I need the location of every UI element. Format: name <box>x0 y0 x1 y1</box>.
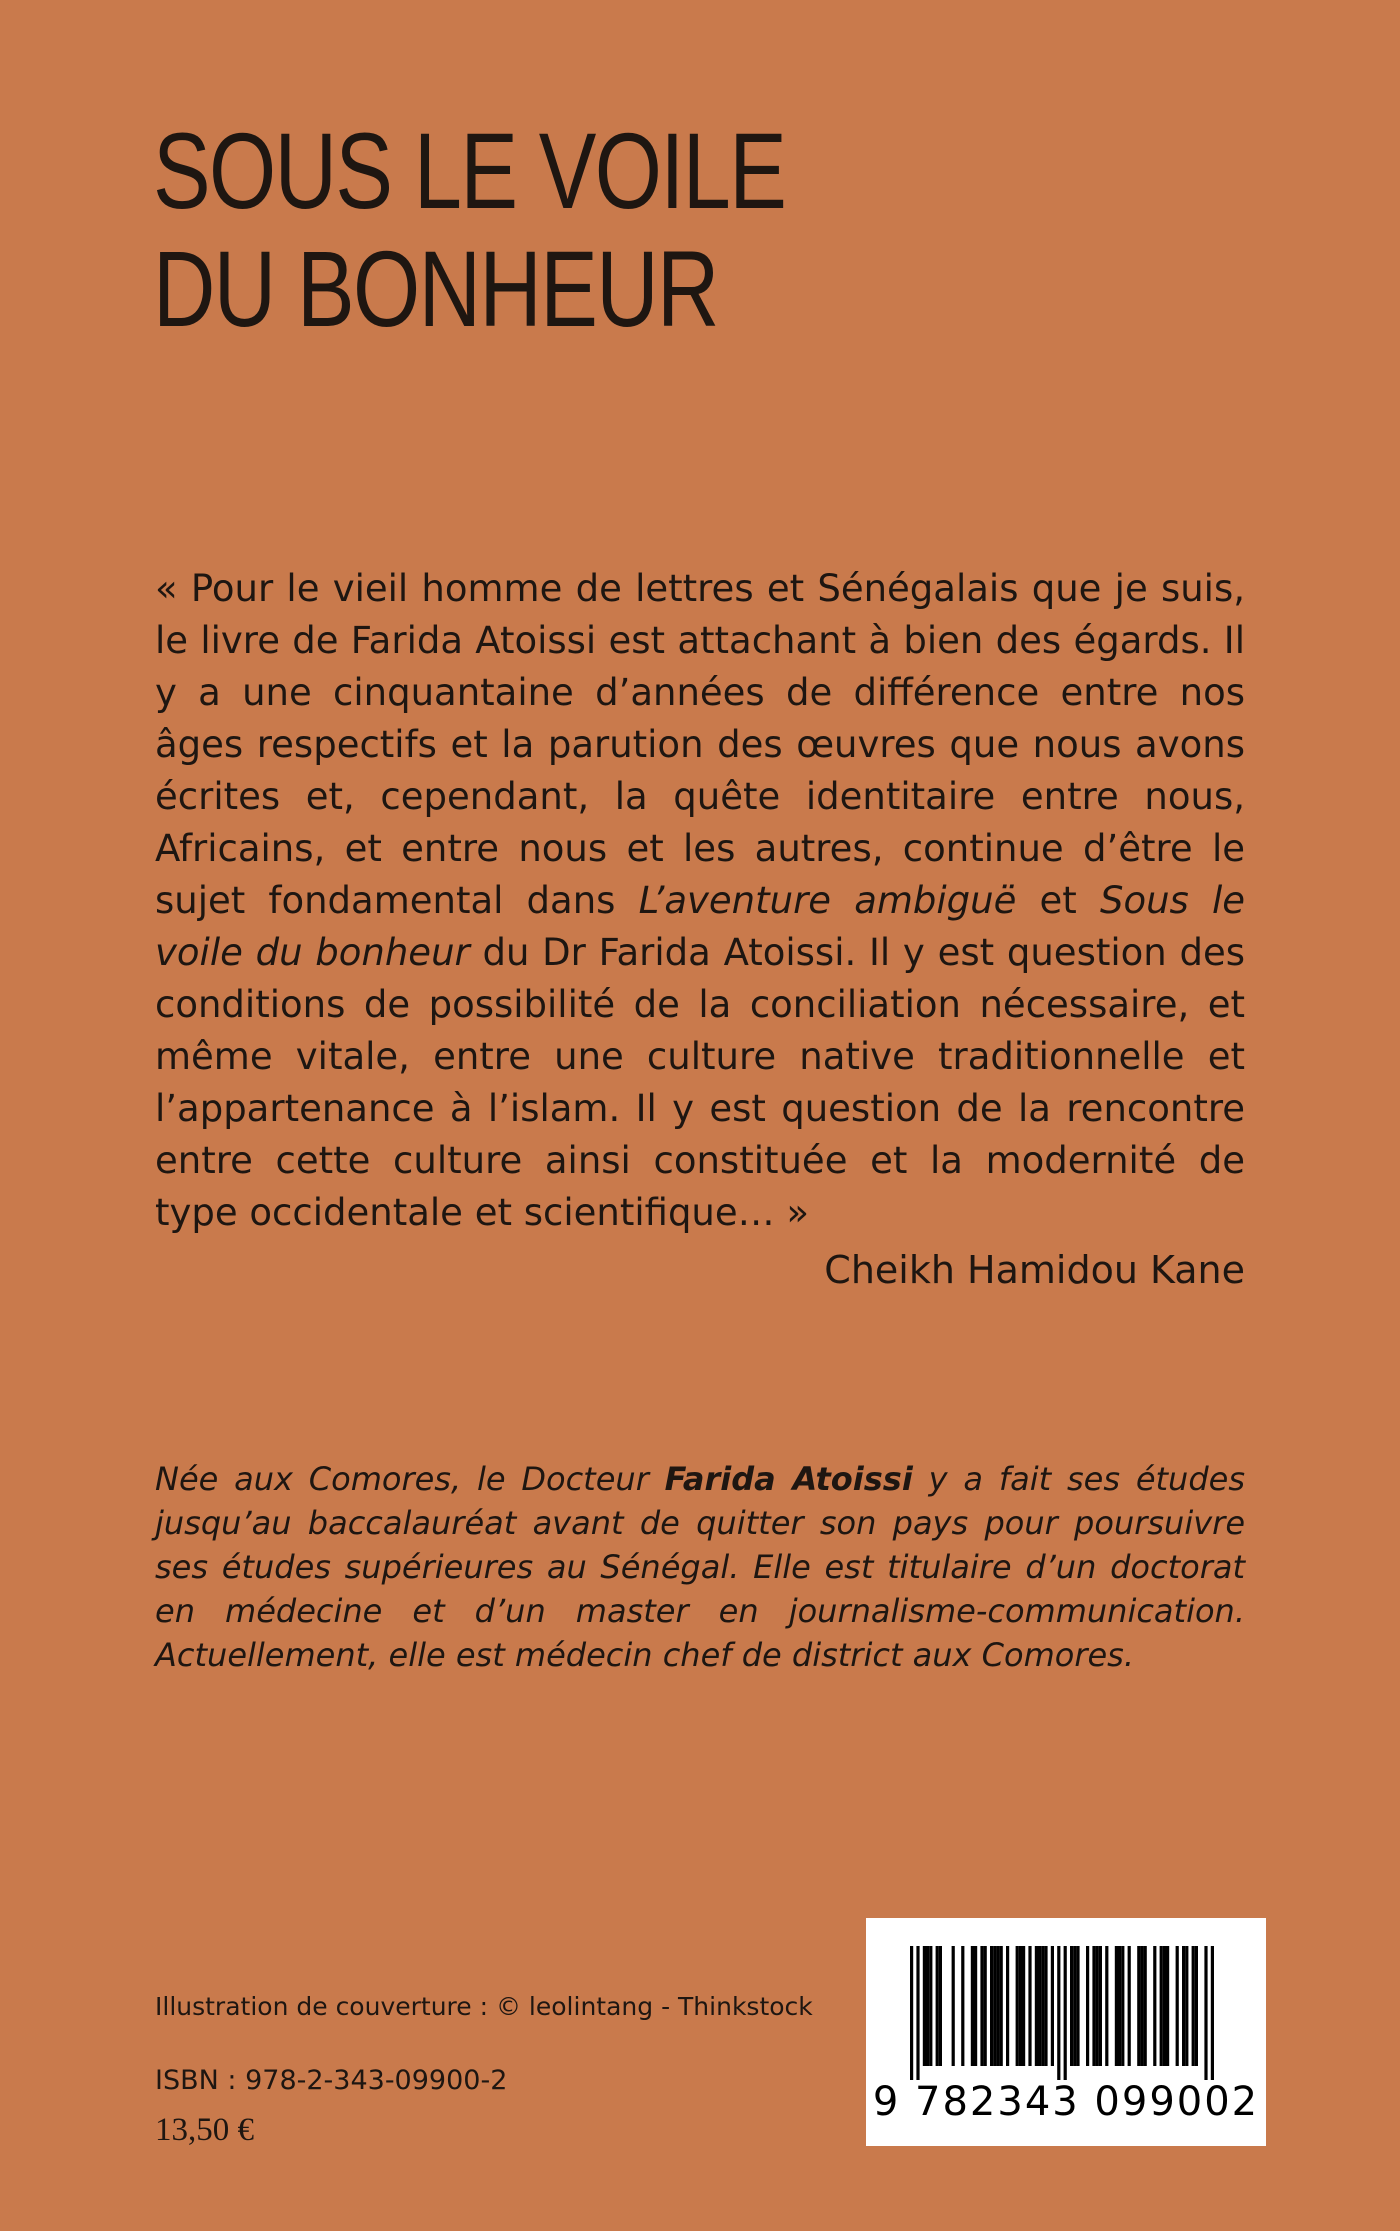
barcode-bar <box>984 1946 987 2066</box>
quote-attribution: Cheikh Hamidou Kane <box>824 1248 1245 1292</box>
barcode-bar <box>926 1946 929 2066</box>
barcode-bar <box>1195 1946 1198 2066</box>
bio-author-name: Farida Atoissi <box>664 1460 913 1498</box>
barcode-bar <box>1144 1946 1147 2066</box>
barcode-bar <box>1038 1946 1041 2066</box>
quote-text-3: du Dr Farida Atoissi. Il y est question des conditions de possibilité de la conciliation nécessaire, et même vitale, entre une culture native traditionnelle et l’appartenance à l’islam. Il y est question de la rencontre entre cette culture ainsi constituée et la modernité de type occidentale et scientifique… » <box>155 931 1245 1234</box>
barcode-digits: 9 782343 099002 <box>872 2079 1260 2125</box>
barcode-bar <box>1128 1946 1131 2066</box>
barcode-bar <box>1137 1946 1140 2066</box>
barcode-bar <box>1022 1946 1025 2066</box>
barcode-bar <box>923 1946 926 2066</box>
barcode-bar <box>1153 1946 1156 2066</box>
bio-text-after: y a fait ses études jusqu’au baccalauréat avant de quitter son pays pour poursuivre ses études supérieures au Sénégal. Elle est titulaire d’un doctorat en médecine et d’un master en journalisme-communication. Actuellement, elle est médecin chef de district aux Comores. <box>155 1460 1246 1674</box>
barcode <box>866 1918 1266 2146</box>
barcode-bar <box>1041 1946 1044 2066</box>
barcode-bar <box>1076 1946 1079 2066</box>
barcode-bar <box>990 1946 993 2066</box>
barcode-guard-bar <box>1064 1946 1067 2080</box>
barcode-bar <box>1140 1946 1143 2066</box>
barcode-guard-bar <box>1204 1946 1207 2080</box>
barcode-bar <box>1006 1946 1009 2066</box>
barcode-bar <box>996 1946 999 2066</box>
barcode-bar <box>1019 1946 1022 2066</box>
illustration-credit: Illustration de couverture : © leolintang - Thinkstock <box>155 1992 813 2021</box>
barcode-bar <box>929 1946 932 2066</box>
barcode-bar <box>1121 1946 1124 2066</box>
barcode-guard-bar <box>1057 1946 1060 2080</box>
price: 13,50 € <box>155 2112 254 2148</box>
barcode-guard-bar <box>910 1946 913 2080</box>
barcode-bar <box>961 1946 964 2066</box>
barcode-bar <box>971 1946 974 2066</box>
barcode-bar <box>936 1946 939 2066</box>
barcode-bar <box>1176 1946 1179 2066</box>
barcode-bar <box>1070 1946 1073 2066</box>
book-title <box>153 112 785 348</box>
quote-text-2: et <box>1016 879 1100 922</box>
barcode-bar <box>974 1946 977 2066</box>
barcode-bar <box>1166 1946 1169 2066</box>
barcode-bar <box>1044 1946 1047 2066</box>
barcode-bar <box>1182 1946 1185 2066</box>
isbn: ISBN : 978-2-343-09900-2 <box>155 2065 508 2096</box>
barcode-bar <box>1096 1946 1099 2066</box>
barcode-bar <box>1099 1946 1102 2066</box>
barcode-bar <box>939 1946 942 2066</box>
back-cover-quote <box>155 563 1245 1239</box>
barcode-bar <box>1035 1946 1038 2066</box>
barcode-bar <box>1160 1946 1163 2066</box>
barcode-guard-bar <box>1211 1946 1214 2080</box>
barcode-bar <box>1105 1946 1108 2066</box>
title-line-2: DU BONHEUR <box>153 228 718 349</box>
barcode-bar <box>1163 1946 1166 2066</box>
barcode-bar <box>993 1946 996 2066</box>
barcode-bar <box>952 1946 955 2066</box>
author-bio <box>155 1457 1245 1677</box>
barcode-bar <box>1073 1946 1076 2066</box>
barcode-bar <box>980 1946 983 2066</box>
barcode-bar <box>1028 1946 1031 2066</box>
barcode-bar <box>1000 1946 1003 2066</box>
barcode-bar <box>1086 1946 1089 2066</box>
title-line-1: SOUS LE VOILE <box>153 110 786 231</box>
barcode-bar <box>1115 1946 1118 2066</box>
barcode-bar <box>1092 1946 1095 2066</box>
bio-text-before: Née aux Comores, le Docteur <box>155 1460 665 1498</box>
barcode-bar <box>1051 1946 1054 2066</box>
quote-italic-title-2: Sous le voile du bonheur <box>155 879 1246 974</box>
barcode-bar <box>1185 1946 1188 2066</box>
barcode-bar <box>1192 1946 1195 2066</box>
barcode-guard-bar <box>916 1946 919 2080</box>
barcode-bar <box>1118 1946 1121 2066</box>
barcode-bar <box>1016 1946 1019 2066</box>
quote-italic-title-1: L’aventure ambiguë <box>638 879 1017 922</box>
quote-text-1: « Pour le vieil homme de lettres et Sénégalais que je suis, le livre de Farida Atoissi est attachant à bien des égards. Il y a une cinquantaine d’années de différence entre nos âges respectifs et la parution des œuvres que nous avons écrites et, cependant, la quête identitaire entre nous, Africains, et entre nous et les autres, continue d’être le sujet fondamental dans <box>155 567 1245 922</box>
